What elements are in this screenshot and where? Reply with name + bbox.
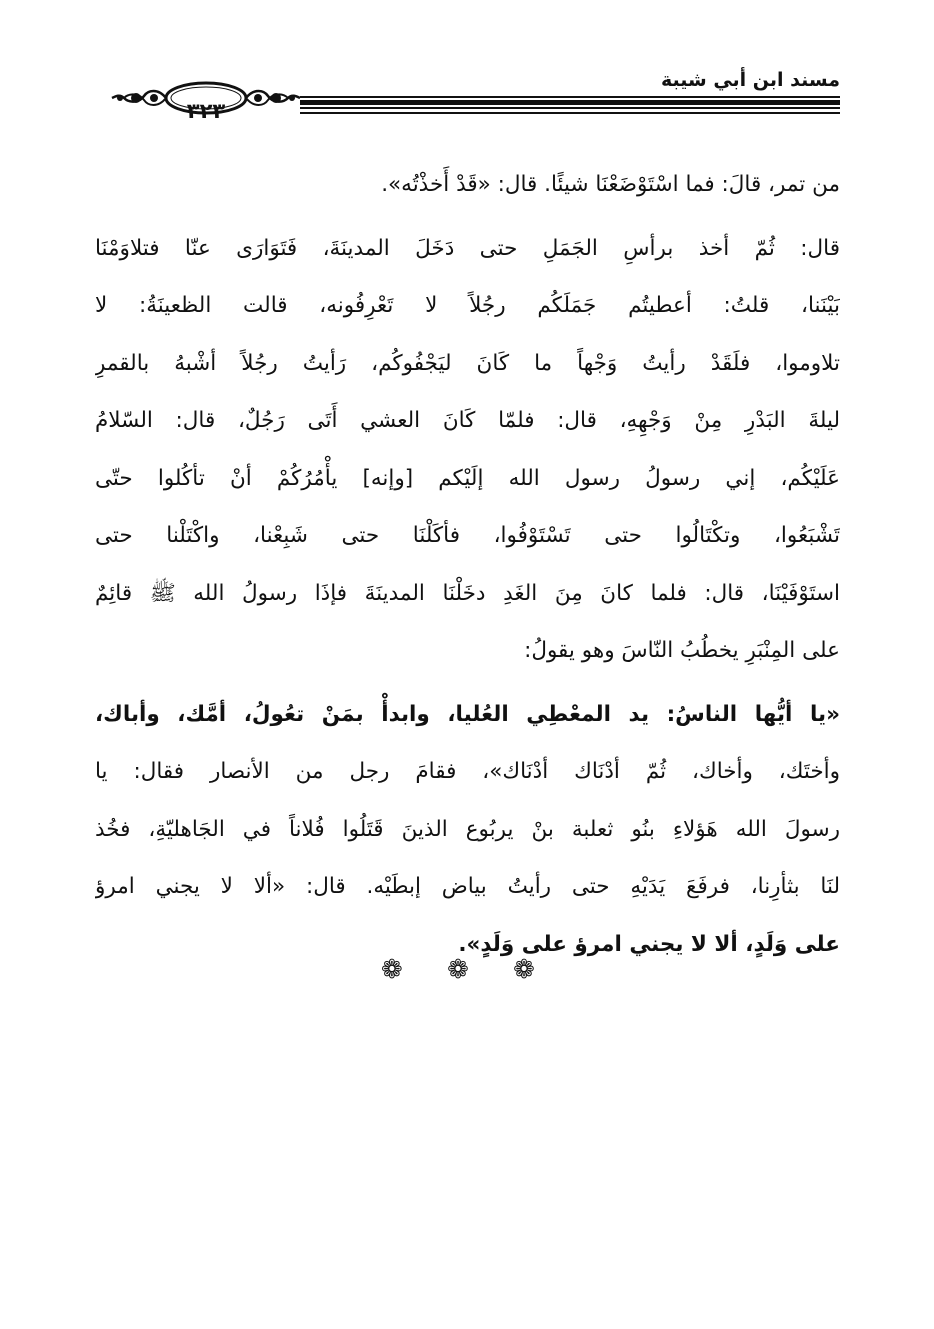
text-line: تَشْبَعُوا، وتكْتَالُوا حتى تَسْتَوْفُوا، فأكَلْنَا حتى شَبِعْنا، واكْتَلْنا حتى: [95, 523, 840, 548]
text-line: قال: ثُمّ أخذ برأسِ الجَمَلِ حتى دَخَلَ المدينَةَ، فَتَوَارَى عنّا فتلاوَمْنَا: [95, 235, 840, 261]
text-line: ليلةَ البَدْرِ مِنْ وَجْهِهِ، قال: فلمّا كَانَ العشي أَتَى رَجُلٌ، قال: السّلامُ: [95, 408, 840, 433]
text-line: وأختَك، وأخاك، ثُمّ أدْنَاك أدْنَاك»، فقامَ رجل من الأنصار فقال: يا: [95, 759, 840, 784]
text-line: من تمر، قالَ: فما اسْتَوْضَعْنَا شيئًا. قال: «قَدْ أَخذْتُه».: [381, 172, 840, 197]
page-number-ornament: [110, 76, 300, 123]
book-title: مسند ابن أبي شيبة: [660, 69, 840, 91]
page-header: [110, 60, 840, 124]
text-line: عَلَيْكُم، إني رسولُ رسول الله إلَيْكم [وإنه] يأْمُرُكُمْ أنْ تأكُلوا حتّى: [95, 465, 840, 491]
text-line: على المِنْبَرِ يخطُبُ النّاسَ وهو يقولُ:: [524, 638, 840, 663]
page-number: ٣٢٣: [186, 99, 226, 123]
text-line: استَوْفَيْنَا، قال: فلما كانَ مِنَ الغَدِ دخَلْنَا المدينَةَ فإذَا رسولُ الله ﷺ قائِمٌ: [95, 580, 840, 606]
page-body: [95, 156, 840, 973]
hadith-text-line: «يا أيُّها الناسُ: يد المعْطِي العُليا، وابدأْ بمَنْ تعُولُ، أمَّك، وأباك،: [95, 701, 840, 727]
text-line: رسولَ الله هَؤلاءِ بنُو ثعلبة بنْ يربُوع الذينَ قَتَلُوا فُلاناً في الجَاهليّةِ، فخُذ: [95, 816, 840, 842]
section-separator: ❁ ❁ ❁: [381, 955, 553, 985]
header-rule: [300, 96, 840, 118]
hadith-text-line: على وَلَدٍ، ألا لا يجني امرؤ على وَلَدٍ».: [458, 931, 840, 957]
text-line: لنَا بثأرِنا، فرفَعَ يَدَيْهِ حتى رأيتُ بياض إبطَيْه. قال: «ألا لا يجني امرؤ: [95, 874, 840, 899]
text-line: تلاوموا، فلَقَدْ رأيتُ وَجْهاً ما كَانَ ليَجْفُوكُم، رَأيتُ رجُلاً أشْبهُ بالقمرِ: [95, 350, 840, 376]
text-line: بَيْنَنا، قلتُ: أعطيتُم جَمَلَكُم رجُلاً لا تَعْرِفُونه، قالت الظعينَةُ: لا: [95, 293, 840, 318]
